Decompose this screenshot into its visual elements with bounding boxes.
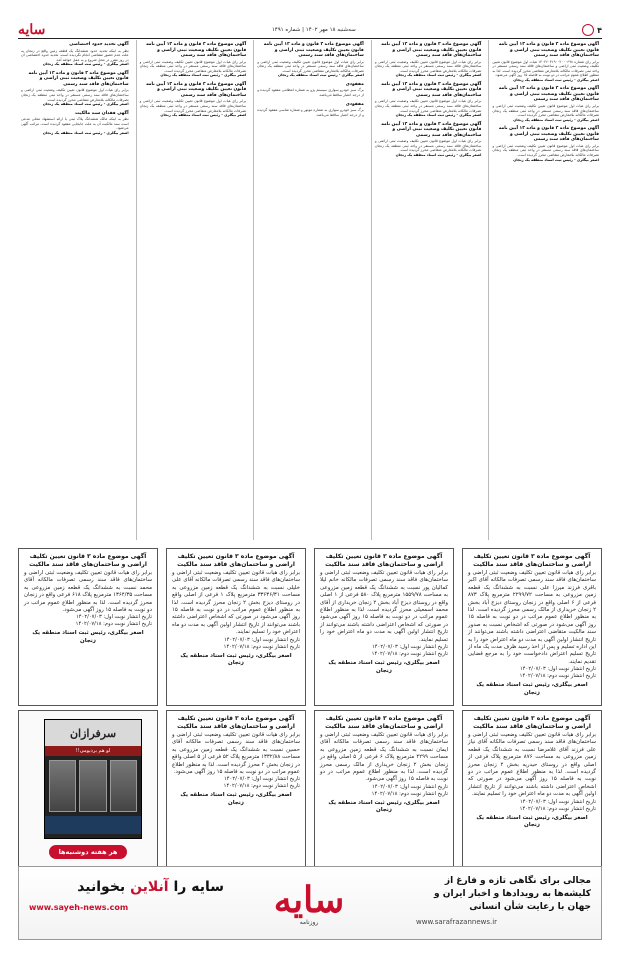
classified-column [136, 40, 250, 540]
classified-ad [257, 102, 364, 118]
magazine-photos [45, 756, 141, 816]
page-number-value: ۴ [597, 25, 602, 35]
classified-ad [375, 82, 482, 118]
notice-box [462, 710, 602, 868]
ad-signature: اصغر بیگلری - رئیس ثبت اسناد منطقه یک زنجان [513, 77, 599, 82]
classified-ad [257, 42, 364, 78]
ad-body: برگ سبز خودرو سواری به شماره موتور و شماره شاسی مفقود گردیده و از درجه اعتبار ساقط می‌باشد. [257, 108, 364, 117]
ad-body: برابر رای هیات اول موضوع قانون تعیین تکلیف وضعیت ثبتی اراضی و ساختمان‌های فاقد سند رسمی مستقر در واحد ثبتی منطقه یک زنجان تصرفات مالکانه بلامعارض متقاضی محرز گردیده است. [21, 88, 129, 102]
classified-ad [257, 82, 364, 98]
weekly-badge: هر هفته دوشنبه‌ها [49, 845, 127, 859]
notice-box [166, 710, 306, 868]
ad-body: برابر رای هیات اول موضوع قانون تعیین تکلیف وضعیت ثبتی اراضی و ساختمان‌های فاقد سند رسمی مستقر در واحد ثبتی منطقه یک زنجان تصرفات مالکانه بلامعارض متقاضی محرز گردیده است. [139, 99, 247, 113]
ad-body: برابر رای شماره ۱۴۰۲۶۰۳۱۹۰۰۲۰۰۰۶۹۸ هیات اول موضوع قانون تعیین تکلیف وضعیت ثبتی اراضی و ساختمان‌های فاقد سند رسمی مستقر در واحد ثبتی تصرفات مالکانه بلامعارض متقاضی محرز گردیده است. لذا به منظور اطلاع عموم مراتب در دو نوبت به فاصله ۱۵ روز آگهی می‌شود. [492, 59, 599, 78]
notice-body: برابر رای هیات قانون تعیین تکلیف وضعیت ثبتی اراضی و ساختمان‌های فاقد سند رسمی تصرفات مالکانه آقای علی خلیلی نسبت به ششدانگ یک قطعه زمین مزروعی به مساحت ۳۳۶۳۶/۳۱ مترمربع پلاک ۱ فرعی از اصلی واقع در روستای دیزج بخش ۲ زنجان محرز گردیده است. لذا به منظور اطلاع عموم مراتب در دو نوبت به فاصله ۱۵ روز آگهی می‌شود در صورتی که اشخاص اعتراضی داشته باشند می‌توانند از تاریخ انتشار اولین آگهی به مدت دو ماه اعتراض خود را تسلیم نمایند. [172, 570, 300, 636]
notice-signature: اصغر بیگلری، رئیس ثبت اسناد منطقه یک زنجان [32, 630, 144, 644]
classified-column [253, 40, 367, 540]
notice-signature: اصغر بیگلری، رئیس ثبت اسناد منطقه یک زنجان [328, 799, 440, 814]
notice-body: برابر رای هیات قانون تعیین تکلیف وضعیت ثبتی اراضی و ساختمان‌های فاقد سند رسمی تصرفات مالکانه آقای ایمان نسبت به ششدانگ یک قطعه زمین مزروعی به مساحت ۴۲۹۹ مترمربع پلاک ۶ فرعی از ۵ اصلی واقع در زنجان بخش ۲ زنجان خریداری از مالک رسمی محرز گردیده است. لذا به منظور اطلاع عموم مراتب در دو نوبت به فاصله ۱۵ روز آگهی می‌شود. [320, 732, 448, 783]
photo-icon [79, 760, 106, 812]
notice-signature: اصغر بیگلری، رئیس ثبت اسناد منطقه یک زنجان [476, 682, 588, 696]
notice-body: برابر رای هیات قانون تعیین تکلیف وضعیت ثبتی اراضی و ساختمان‌های فاقد سند رسمی تصرفات مالکانه آقای حسین نسبت به ششدانگ یک قطعه زمین مزروعی به مساحت ۱۳۳۲/۸۸ مترمربع پلاک ۵۲ فرعی از ۵ اصلی واقع در زنجان بخش ۲ محرز گردیده است. لذا به منظور اطلاع عموم مراتب در دو نوبت به فاصله ۱۵ روز آگهی می‌شود. [172, 732, 301, 776]
ad-signature: اصغر بیگلری - رئیس ثبت اسناد منطقه یک زنجان [42, 131, 129, 136]
notice-title: آگهی موضوع ماده ۳ قانون تعیین تکلیف اراضی و ساختمان‌های فاقد سند مالکیت [473, 715, 591, 730]
magazine-footer [45, 816, 141, 834]
classified-ad [140, 42, 247, 78]
banner-read-online [29, 879, 224, 912]
notice-box [314, 548, 454, 706]
ad-title: آگهی موضوع ماده ۳ قانون و ماده ۱۳ آیین نامه قانون تعیین تکلیف وضعیت ثبتی اراضی و ساختمان‌های فاقد سند رسمی [263, 42, 364, 58]
notice-body: برابر رای هیات قانون تعیین تکلیف وضعیت ثبتی اراضی و ساختمان‌های فاقد سند رسمی تصرفات مالکانه آقای محمد نسبت به ششدانگ یک قطعه زمین مزروعی به مساحت ۱۳۶۴/۳۵ مترمربع پلاک ۶۱۸ فرعی واقع در زنجان محرز گردیده است. لذا به منظور اطلاع عموم مراتب در دو نوبت به فاصله ۱۵ روز آگهی می‌شود. [24, 570, 152, 614]
ad-body: نظر به اینکه مالک ششدانگ پلاک ثبتی با ارائه استشهاد محلی مدعی است سند مالکیت آن به علت جابجایی مفقود گردیده است، مراتب آگهی می‌شود. [21, 117, 129, 131]
notice-box [462, 548, 602, 706]
classified-ad [21, 71, 129, 107]
ad-title: مفقودی [345, 101, 364, 107]
classified-ad [21, 42, 129, 67]
bottom-banner [18, 866, 602, 940]
sayeh-link[interactable]: www.sayeh-news.com [29, 903, 129, 912]
ad-title: آگهی موضوع ماده ۳ قانون و ماده ۱۳ آیین نامه قانون تعیین تکلیف وضعیت ثبتی اراضی و ساختمان‌های فاقد سند رسمی [381, 121, 482, 138]
ad-title: آگهی موضوع ماده ۳ قانون و ماده ۱۳ آیین نامه قانون تعیین تکلیف وضعیت ثبتی اراضی و ساختمان‌های فاقد سند رسمی [28, 70, 129, 87]
ad-body: برگ سبز خودرو سواری سیستم پژو به شماره انتظامی مفقود گردیده و از درجه اعتبار ساقط می‌باشد. [257, 88, 364, 97]
notice-signature: اصغر بیگلری، رئیس ثبت اسناد منطقه یک زنجان [180, 652, 292, 667]
ad-signature: اصغر بیگلری - رئیس ثبت اسناد منطقه یک زنجان [395, 153, 482, 158]
banner-tagline-1: مجالی برای نگاهی تازه و فارغ از [444, 876, 591, 886]
notice-signature: اصغر بیگلری، رئیس ثبت اسناد منطقه یک زنجان [180, 792, 292, 806]
notice-box [314, 710, 454, 868]
notice-dates: تاریخ انتشار نوبت اول: ۱۴۰۲/۰۷/۰۳ تاریخ انتشار نوبت دوم: ۱۴۰۲/۰۷/۱۸ [371, 783, 448, 797]
magazine-name: سرفرازان [45, 720, 141, 746]
ad-signature: اصغر بیگلری - رئیس ثبت اسناد منطقه یک زنجان [160, 73, 247, 78]
ad-body: برابر رای هیات اول موضوع قانون تعیین تکلیف وضعیت ثبتی اراضی و ساختمان‌های فاقد سند رسمی مستقر در واحد ثبتی منطقه یک زنجان تصرفات مالکانه بلامعارض متقاضی محرز گردیده است. [257, 59, 364, 73]
sayeh-logo-sub: روزنامه [299, 918, 319, 926]
ad-signature: اصغر بیگلری - رئیس ثبت اسناد منطقه یک زنجان [395, 113, 482, 118]
masthead-logo: سایه [18, 22, 46, 38]
ad-signature: اصغر بیگلری - رئیس ثبت اسناد منطقه یک زنجان [160, 113, 247, 118]
ad-title: آگهی موضوع ماده ۳ قانون و ماده ۱۳ آیین نامه قانون تعیین تکلیف وضعیت ثبتی اراضی و ساختمان‌های فاقد سند رسمی [146, 81, 247, 98]
photo-icon [110, 760, 137, 812]
headline-red: آنلاین [130, 879, 169, 895]
ad-title: آگهی موضوع ماده ۳ قانون و ماده ۱۳ آیین نامه قانون تعیین تکلیف وضعیت ثبتی اراضی و ساختمان‌های فاقد سند رسمی [146, 42, 247, 58]
ad-signature: اصغر بیگلری - رئیس ثبت اسناد منطقه یک زنجان [42, 102, 129, 107]
ad-signature: اصغر بیگلری - رئیس ثبت اسناد منطقه یک زنجان [513, 157, 599, 162]
notice-dates: تاریخ انتشار نوبت اول: ۱۴۰۲/۰۷/۰۳ تاریخ انتشار نوبت دوم: ۱۴۰۲/۰۷/۱۸ [371, 644, 448, 658]
notice-dates: تاریخ انتشار نوبت اول: ۱۴۰۲/۰۷/۰۳ تاریخ انتشار نوبت دوم: ۱۴۰۲/۰۷/۱۸ [519, 798, 596, 812]
ad-body: برابر رای هیات اول موضوع قانون تعیین تکلیف وضعیت ثبتی اراضی و ساختمان‌های فاقد سند رسمی مستقر در واحد ثبتی منطقه یک زنجان تصرفات مالکانه بلامعارض متقاضی محرز گردیده است. [374, 59, 482, 73]
classified-ad [492, 42, 599, 82]
notice-title: آگهی موضوع ماده ۳ قانون تعیین تکلیف اراضی و ساختمان‌های فاقد سند مالکیت [473, 553, 591, 568]
notice-title: آگهی موضوع ماده ۳ قانون تعیین تکلیف اراضی و ساختمان‌های فاقد سند مالکیت [325, 553, 443, 568]
classified-ad [492, 86, 599, 122]
notice-body: برابر رای هیات قانون تعیین تکلیف وضعیت ثبتی اراضی و ساختمان‌های فاقد سند رسمی تصرفات مالکانه آقای اکبر باقری فرزند میرزا علی نسبت به ششدانگ یک قطعه زمین مزروعی به مساحت ۲۲۹۹/۷۲ مترمربع پلاک ۸۷۳ فرعی از ۶ اصلی واقع در زنجان روستای دیزج آباد بخش ۲ زنجان خریداری از مالک رسمی محرز گردیده است. لذا به منظور اطلاع عموم مراتب در دو نوبت به فاصله ۱۵ روز آگهی می‌شود در صورتی که اشخاص نسبت به صدور سند مالکیت متقاضی اعتراضی داشته باشند می‌توانند از تاریخ انتشار اولین آگهی به مدت دو ماه اعتراض خود را به این اداره تسلیم و پس از اخذ رسید ظرف مدت یک ماه از تاریخ تسلیم اعتراض دادخواست خود را به مرجع قضایی تقدیم نمایند. [468, 570, 596, 665]
classifieds-columns [18, 40, 602, 540]
magazine-strip: لو هم بردیومی!! [45, 746, 141, 756]
notice-body: برابر رای هیات قانون تعیین تکلیف وضعیت ثبتی اراضی و ساختمان‌های فاقد سند رسمی تصرفات مالکانه آقای نیاز علی فرزند آقای غلامرضا نسبت به ششدانگ یک قطعه زمین مزروعی به مساحت ۸۷۶ مترمربع پلاک فرعی از اصلی واقع در روستای حیدریه بخش ۲ زنجان محرز گردیده است. لذا به منظور اطلاع عموم مراتب در دو نوبت به فاصله ۱۵ روز آگهی می‌شود در صورتی که اشخاص اعتراضی داشته باشند می‌توانند از تاریخ انتشار اولین آگهی به مدت دو ماه اعتراض خود را تسلیم نمایند. [468, 732, 596, 798]
ad-title: آگهی تحدید حدود اختصاصی [69, 42, 129, 47]
notice-boxes-row-2 [18, 710, 602, 868]
banner-tagline-2: کلیشه‌ها به رویدادها و اخبار ایران و [434, 889, 591, 899]
ad-body: برابر رای هیات اول موضوع قانون تعیین تکلیف وضعیت ثبتی اراضی و ساختمان‌های فاقد سند رسمی مستقر در واحد ثبتی منطقه یک زنجان تصرفات مالکانه بلامعارض متقاضی محرز گردیده است. [492, 103, 599, 118]
notice-box [18, 548, 158, 706]
ad-body: برابر رای هیات اول موضوع قانون تعیین تکلیف وضعیت ثبتی اراضی و ساختمان‌های فاقد سند رسمی مستقر در واحد ثبتی منطقه یک زنجان تصرفات مالکانه بلامعارض متقاضی محرز گردیده است. [139, 59, 247, 73]
classified-column [18, 40, 132, 540]
notice-title: آگهی موضوع ماده ۳ قانون تعیین تکلیف اراضی و ساختمان‌های فاقد سند مالکیت [29, 553, 147, 568]
ad-body: نظر به اینکه تحدید حدود ششدانگ یک قطعه زمین واقع در زنجان به علت عدم حضور متقاضی انجام نگردیده است، تحدید حدود اختصاصی آن در روز مقرر در محل شروع و به عمل خواهد آمد. [21, 48, 129, 62]
ad-body: برابر رای هیات اول موضوع قانون تعیین تکلیف وضعیت ثبتی اراضی و ساختمان‌های فاقد سند رسمی مستقر در واحد ثبتی منطقه یک زنجان تصرفات مالکانه بلامعارض متقاضی محرز گردیده است. [374, 139, 482, 153]
notice-body: برابر رای هیات قانون تعیین تکلیف وضعیت ثبتی اراضی و ساختمان‌های فاقد سند رسمی تصرفات مالکانه خانم لیلا کمالیان پور نسبت به ششدانگ یک قطعه زمین مزروعی به مساحت ۱۵۵۹/۷۸ مترمربع پلاک ۵۸۰ فرعی از ۱ اصلی واقع در روستای دیزج آباد بخش ۲ زنجان خریداری از آقای محمد اسمعیلی محرز گردیده است. لذا به منظور اطلاع عموم مراتب در دو نوبت به فاصله ۱۵ روز آگهی می‌شود در صورتی که اشخاص اعتراضی داشته باشند می‌توانند از تاریخ انتشار اولین آگهی به مدت دو ماه اعتراض خود را تسلیم نمایند. [320, 570, 448, 643]
classified-ad [492, 126, 599, 162]
notice-box [166, 548, 306, 706]
classified-ad [375, 42, 482, 78]
notice-title: آگهی موضوع ماده ۳ قانون تعیین تکلیف اراضی و ساختمان‌های فاقد سند مالکیت [177, 553, 295, 568]
ad-title: مفقودی [345, 81, 364, 87]
classified-column [488, 40, 602, 540]
classified-ad [21, 111, 129, 136]
notice-boxes-row-1 [18, 548, 602, 706]
brand-mark-icon [582, 24, 594, 36]
notice-title: آگهی موضوع ماده ۳ قانون تعیین تکلیف اراضی و ساختمان‌های فاقد سند مالکیت [325, 715, 443, 730]
notice-signature: اصغر بیگلری، رئیس ثبت اسناد منطقه یک زنجان [476, 814, 588, 829]
ad-title: آگهی موضوع ماده ۳ قانون و ماده ۱۳ آیین نامه قانون تعیین تکلیف وضعیت ثبتی اراضی و ساختمان‌های فاقد سند رسمی [498, 42, 599, 58]
notice-dates: تاریخ انتشار نوبت اول: ۱۴۰۲/۰۷/۰۳ تاریخ انتشار نوبت دوم: ۱۴۰۲/۰۷/۱۸ [75, 614, 152, 628]
classified-column [371, 40, 485, 540]
ad-title: آگهی فقدان سند مالکیت [75, 110, 129, 116]
headline-prefix: سایه را [173, 879, 224, 895]
notice-dates: تاریخ انتشار نوبت اول: ۱۴۰۲/۰۷/۰۳ تاریخ انتشار نوبت دوم: ۱۴۰۲/۰۷/۱۸ [223, 636, 300, 650]
issue-info: سه‌شنبه ۱۸ مهر ۱۴۰۲ | شماره ۱۴۹۱ [271, 27, 356, 33]
ad-title: آگهی موضوع ماده ۳ قانون و ماده ۱۳ آیین نامه قانون تعیین تکلیف وضعیت ثبتی اراضی و ساختمان‌های فاقد سند رسمی [498, 126, 599, 143]
ad-title: آگهی موضوع ماده ۳ قانون و ماده ۱۳ آیین نامه قانون تعیین تکلیف وضعیت ثبتی اراضی و ساختمان‌های فاقد سند رسمی [381, 42, 482, 58]
notice-dates: تاریخ انتشار نوبت اول: ۱۴۰۲/۰۷/۰۳ تاریخ انتشار نوبت دوم: ۱۴۰۲/۰۷/۱۸ [519, 666, 596, 680]
notice-dates: تاریخ انتشار نوبت اول: ۱۴۰۲/۰۷/۰۳ تاریخ انتشار نوبت دوم: ۱۴۰۲/۰۷/۱۸ [223, 776, 300, 790]
ad-body: برابر رای هیات اول موضوع قانون تعیین تکلیف وضعیت ثبتی اراضی و ساختمان‌های فاقد سند رسمی مستقر در واحد ثبتی منطقه یک زنجان تصرفات مالکانه بلامعارض متقاضی محرز گردیده است. [492, 143, 599, 158]
banner-logo-block [229, 873, 389, 933]
ad-title: آگهی موضوع ماده ۳ قانون و ماده ۱۳ آیین نامه قانون تعیین تکلیف وضعیت ثبتی اراضی و ساختمان‌های فاقد سند رسمی [381, 81, 482, 98]
ad-title: آگهی موضوع ماده ۳ قانون و ماده ۱۳ آیین نامه قانون تعیین تکلیف وضعیت ثبتی اراضی و ساختمان‌های فاقد سند رسمی [498, 86, 599, 103]
page-number [582, 24, 602, 36]
classified-ad [375, 122, 482, 158]
headline-suffix: بخوانید [77, 879, 126, 895]
magazine-promo [18, 710, 158, 868]
banner-tagline-3: جهان با رعایت شأن انسانی [469, 902, 591, 912]
ad-signature: اصغر بیگلری - رئیس ثبت اسناد منطقه یک زنجان [42, 62, 129, 67]
page-header [18, 22, 602, 39]
read-online-headline [29, 879, 224, 895]
notice-title: آگهی موضوع ماده ۳ قانون تعیین تکلیف اراضی و ساختمان‌های فاقد سند مالکیت [177, 715, 295, 730]
notice-signature: اصغر بیگلری، رئیس ثبت اسناد منطقه یک زنجان [328, 660, 440, 674]
ad-signature: اصغر بیگلری - رئیس ثبت اسناد منطقه یک زنجان [513, 117, 599, 122]
ad-signature: اصغر بیگلری - رئیس ثبت اسناد منطقه یک زنجان [395, 73, 482, 78]
classified-ad [140, 82, 247, 118]
photo-icon [49, 760, 76, 812]
ad-body: برابر رای هیات اول موضوع قانون تعیین تکلیف وضعیت ثبتی اراضی و ساختمان‌های فاقد سند رسمی مستقر در واحد ثبتی منطقه یک زنجان تصرفات مالکانه بلامعارض متقاضی محرز گردیده است. [374, 99, 482, 113]
banner-tagline-block [416, 875, 591, 926]
ad-signature: اصغر بیگلری - رئیس ثبت اسناد منطقه یک زنجان [278, 73, 364, 78]
magazine-cover [44, 719, 142, 839]
sarafrazan-link[interactable]: www.sarafrazannews.ir [416, 918, 498, 926]
sayeh-logo: سایه [273, 878, 345, 921]
